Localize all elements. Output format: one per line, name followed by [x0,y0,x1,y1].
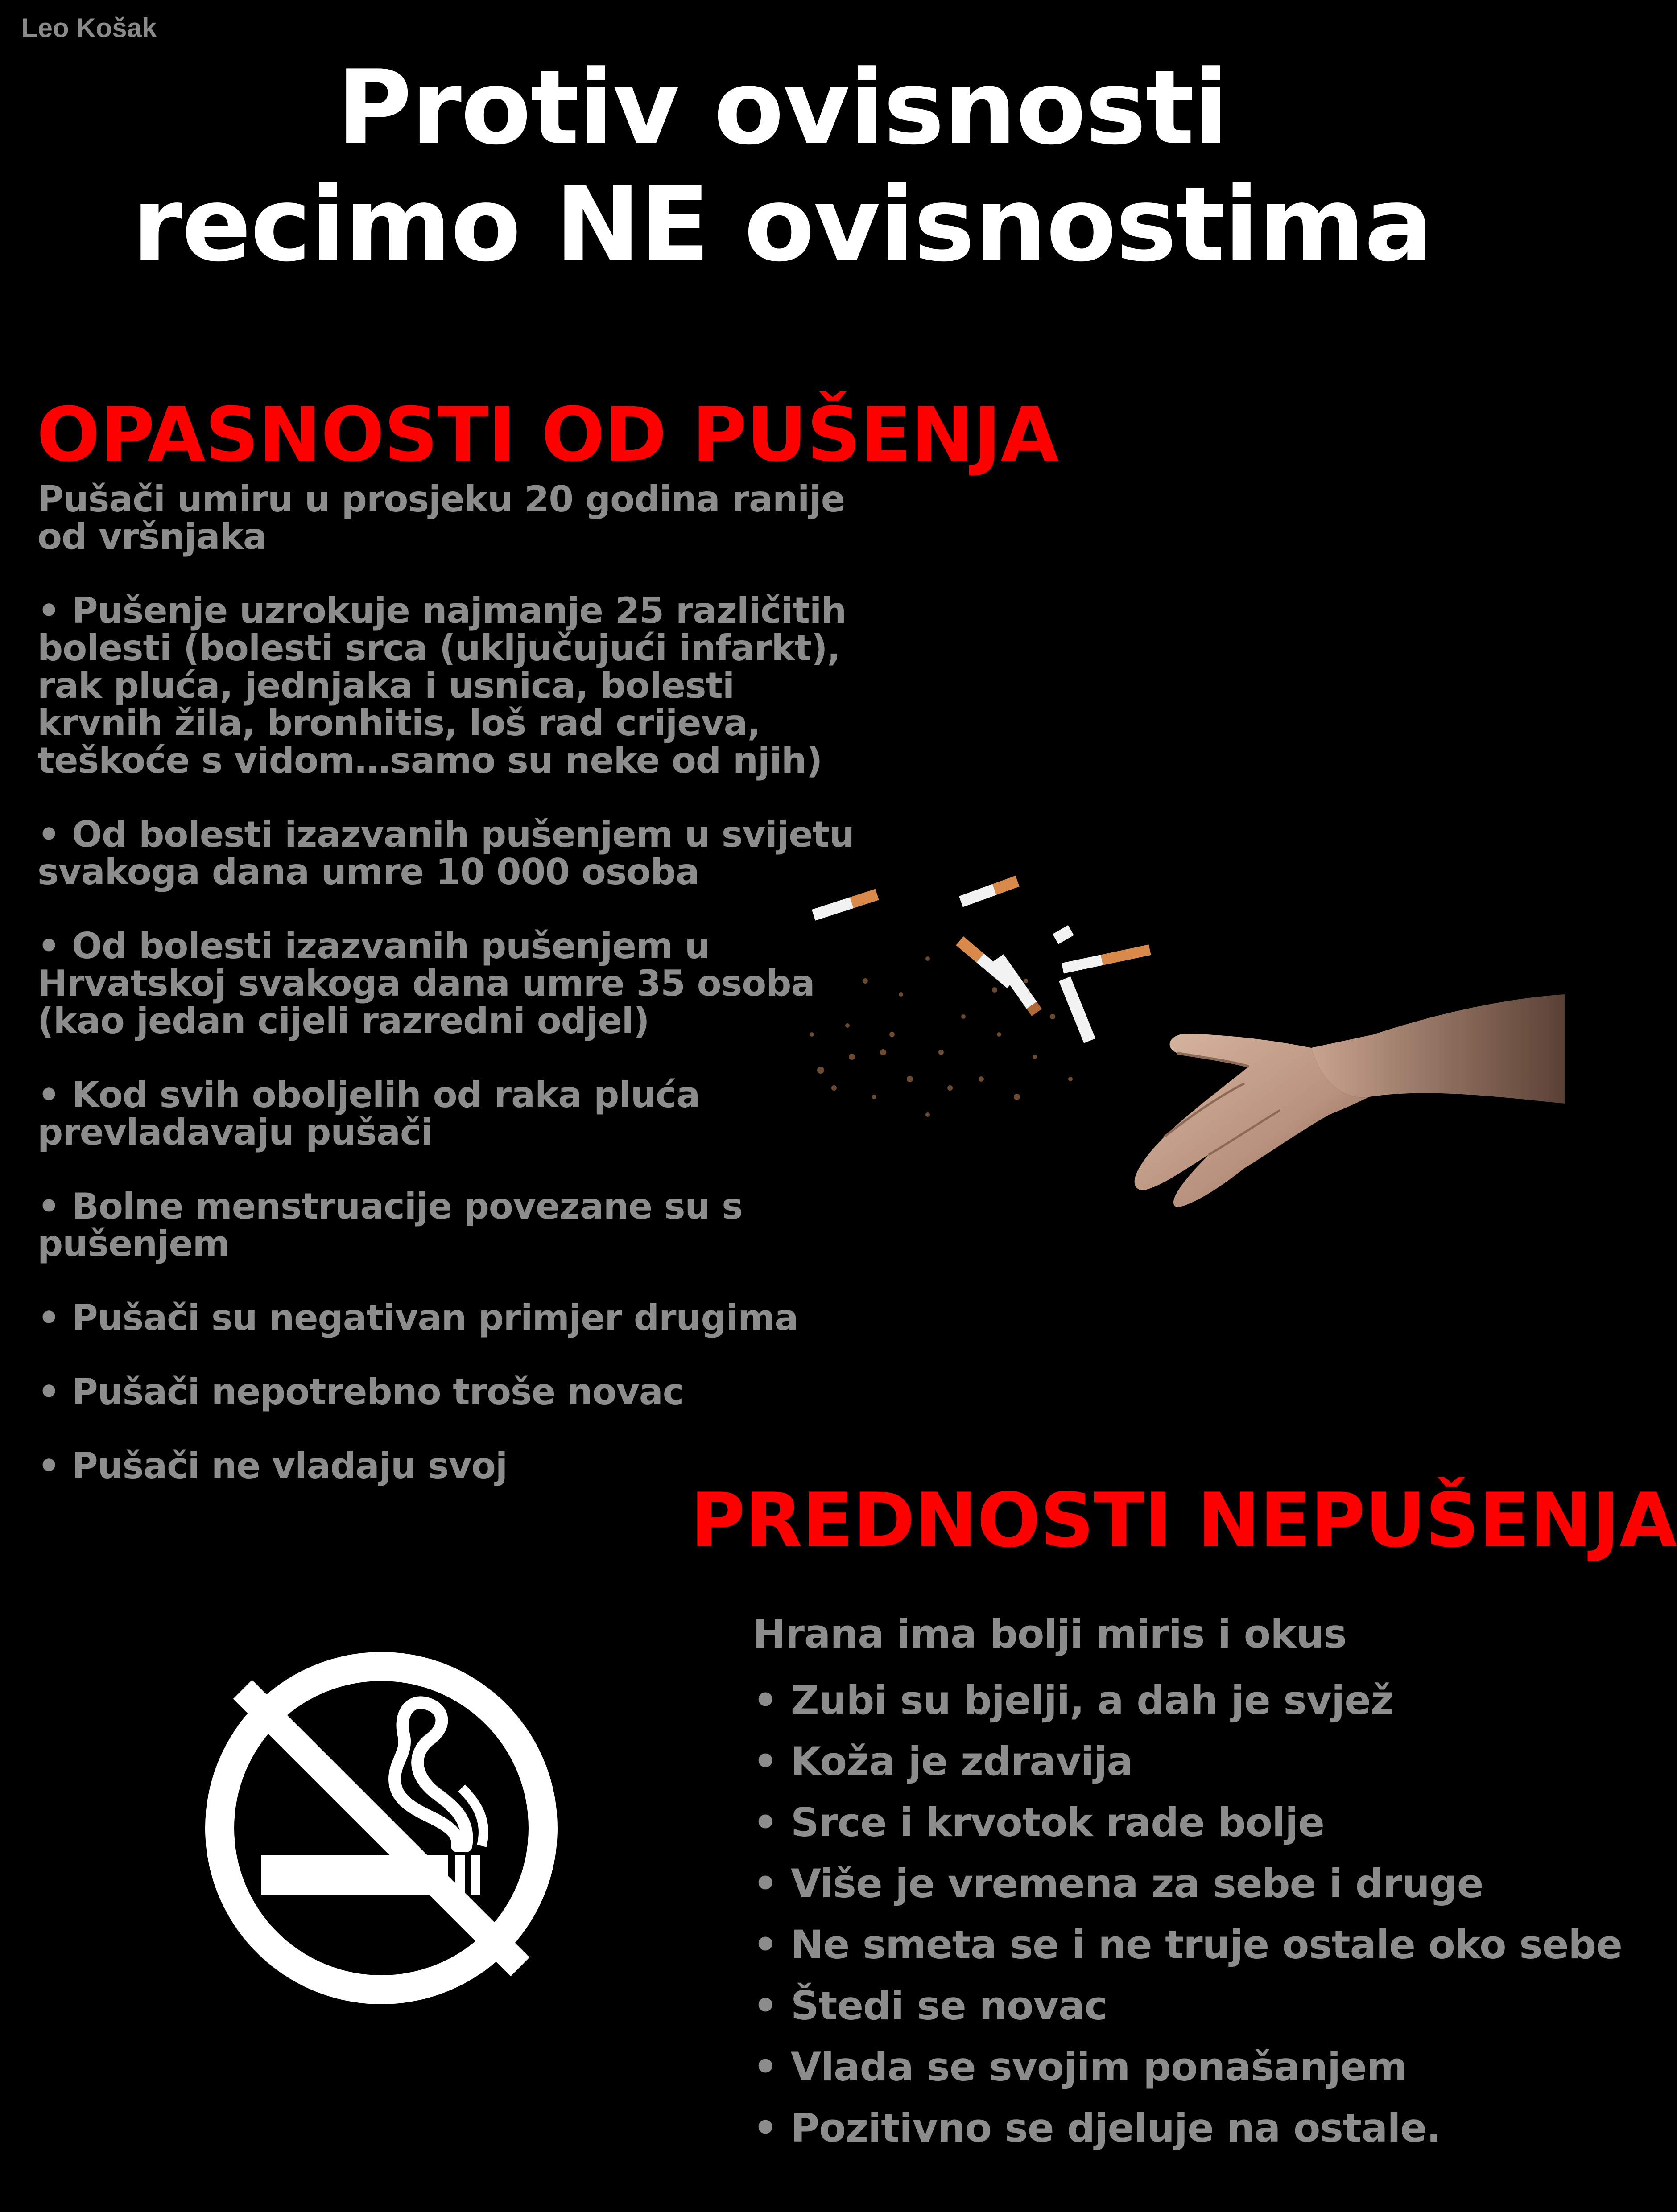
benefits-list-item: • Pozitivno se djeluje na ostale. [753,2105,1441,2151]
dangers-heading: OPASNOSTI OD PUŠENJA [37,391,1058,478]
author-name: Leo Košak [21,13,157,43]
benefits-list [753,1670,1622,2158]
benefits-list-item: • Koža je zdravija [753,1738,1133,1784]
dangers-list-item: • Od bolesti izazvanih pušenjem u Hrvatskoj svakoga dana umre 35 osoba (kao jedan cijeli razredni odjel) [37,925,815,1042]
dangers-list-item: • Od bolesti izazvanih pušenjem u svijetu svakoga dana umre 10 000 osoba [37,814,854,893]
no-smoking-icon [203,1650,560,2006]
dangers-list-item: • Kod svih oboljelih od raka pluća prevladavaju pušači [37,1074,700,1153]
dangers-list-item: • Pušači nepotrebno troše novac [37,1371,684,1413]
benefits-list-item: • Štedi se novac [753,1983,1107,2029]
benefits-list-item: • Vlada se svojim ponašanjem [753,2044,1407,2090]
benefits-heading: PREDNOSTI NEPUŠENJA [690,1477,1677,1564]
dangers-list-item: • Pušači su negativan primjer drugima [37,1297,798,1339]
benefits-list-item: • Srce i krvotok rade bolje [753,1800,1324,1845]
dangers-list-item: Pušači umiru u prosjeku 20 godina ranije od vršnjaka [37,478,845,557]
page-title-line-1: Protiv ovisnosti [337,49,1228,168]
page-title-line-2: recimo NE ovisnostima [132,165,1433,284]
benefits-intro: Hrana ima bolji miris i okus [753,1611,1347,1657]
dangers-list-item: • Pušači ne vladaju svoj [37,1445,508,1487]
hand-breaking-cigarettes-illustration [794,847,1565,1302]
dangers-list-item: • Bolne menstruacije povezane su s pušenjem [37,1186,743,1265]
benefits-list-item: • Zubi su bjelji, a dah je svjež [753,1677,1393,1723]
dangers-list-item: • Pušenje uzrokuje najmanje 25 različitih bolesti (bolesti srca (uključujući infarkt), rak pluća, jednjaka i usnica, bolesti krvnih žila, bronhitis, loš rad crijeva, teškoće s vidom…samo su neke od njih) [37,590,847,781]
benefits-list-item: • Ne smeta se i ne truje ostale oko sebe [753,1922,1622,1968]
benefits-list-item: • Više je vremena za sebe i druge [753,1861,1483,1907]
dangers-list [37,478,867,1521]
